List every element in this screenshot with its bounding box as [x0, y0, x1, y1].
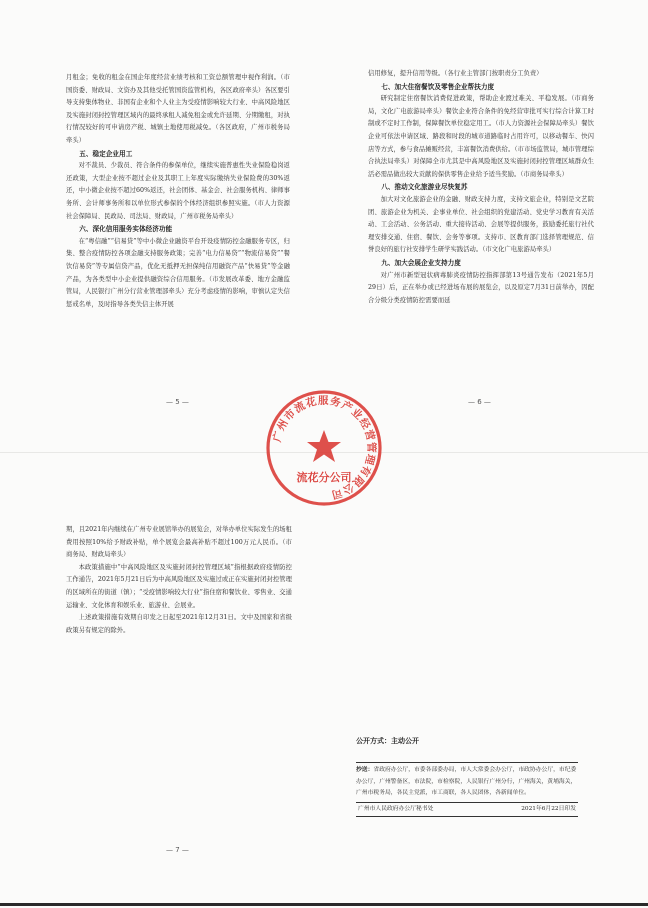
page-number-7: — 7 — [166, 846, 189, 854]
issuer-name: 广州市人民政府办公厅秘书处 [358, 805, 434, 812]
page-6-paragraph-2: 研究制定住宿餐饮消费促进政策，帮助企业渡过难关、平稳发展。（市商务局，文化广电旅游局牵头）餐饮企业符合条件的免经营审批可实行综合计算工时制或不定时工作制，保障餐饮单位稳定用工。（市人力资源社会保障局牵头）餐饮企业可依法申请区域、路段和时段的城市道路临时占用许可，以移动餐车、快闪店等方式，参与食品摊贩经营，丰富餐饮消费供给。（市市场监管局，城市管理综合执法局牵头）对保障全市尤其是中高风险地区及实施封闭封控管理区域群众生活必需品做出较大贡献的保供零售企业给予适当奖励。（市商务局牵头） [368, 95, 594, 178]
cc-distribution-box [356, 762, 578, 817]
cc-label: 抄送： [356, 767, 374, 773]
seal-graphic [262, 386, 386, 510]
seal-star-icon [307, 430, 341, 462]
page-5-paragraph-2: 对不裁员、少裁员、符合条件的参保单位，继续实施普惠性失业保险稳岗返还政策，大型企业按不超过企业及其职工上年度实际缴纳失业保险费的30%返还，中小微企业按不超过60%返还，社会团体、基金会、社会服务机构、律师事务所、会计师事务所和以单位形式参保的个体经济组织参照实施。（市人力资源社会保障局、民政局、司法局、财政局，广州市税务局牵头） [66, 162, 290, 220]
page-5-paragraph-3: 在“粤信融”“信易贷”等中小微企业融资平台开设疫情防控金融服务专区，归集、整合疫情防控各项金融支持服务政策；完善“电力信易贷”“物流信易贷”“餐饮信易贷”等专属信贷产品，优化无抵押无担保纯信用融资产品“快易贷”等金融产品，为各类型中小企业提供融资综合信用服务。（市发展改革委、地方金融监管局，人民银行广州分行营业管理部牵头）充分考虑疫情的影响，审慎认定失信惩戒名单，及时指导各类失信主体开展 [66, 237, 290, 308]
page-5-column [66, 72, 290, 311]
seal-ring-text: 广州市流花服务产业经营管理有限公司 [271, 394, 378, 501]
page-6-paragraph-3: 加大对文化旅游企业的金融、财政支持力度，支持文旅企业，特别是文艺院团、旅游企业为机关、企事业单位、社会组织的党建活动、党史学习教育有关活动、工会活动、公务活动、重大接待活动、会展等提供服务，鼓励委托旅行社代理安排交通、住宿、餐饮、会务等事项。支持市、区教育部门选择管理规范、信誉良好的旅行社安排学生研学实践活动。（市文化广电旅游局牵头） [368, 195, 594, 254]
page-6-column [368, 68, 594, 307]
page-6-paragraph-1: 信用修复，提升信用等级。（各行业主管部门按职责分工负责） [368, 70, 543, 77]
company-seal-stamp [262, 386, 386, 510]
page-7-paragraph-3: 上述政策措施有效期自印发之日起至2021年12月31日。文中及国家和省级政策另有规定的除外。 [66, 614, 292, 634]
issuer-footer [356, 802, 578, 817]
section-8-heading: 八、推动文化旅游业尽快复苏 [381, 183, 468, 192]
disclosure-method: 公开方式：主动公开 [356, 737, 419, 745]
seal-center-text: 流花分公司 [296, 471, 352, 484]
cc-body [356, 763, 578, 802]
issue-date: 2021年6月22日印发 [521, 805, 576, 812]
section-9-heading: 九、加大会展企业支持力度 [381, 258, 461, 267]
section-6-heading: 六、深化信用服务实体经济功能 [79, 225, 173, 234]
page-number-6: — 6 — [468, 398, 491, 406]
page-7-paragraph-1: 期，且2021年内继续在广州专业展馆举办的展览会，对举办单位实际发生的场租费用按照10%给予财政补贴，单个展览会最高补贴不超过100万元人民币。（市商务局、财政局牵头） [66, 526, 292, 559]
section-5-heading: 五、稳定企业用工 [79, 149, 133, 158]
page-7-paragraph-2: 本政策措施中“中高风险地区及实施封闭封控管理区域”指根据政府疫情防控工作通告，2021年5月21日后为中高风险地区及实施过或正在实施封闭封控管理的区域所在的街道（镇）；“受疫情影响较大行业”指住宿和餐饮业、零售业、交通运输业、文化体育和娱乐业、旅游业、会展业。 [66, 563, 292, 609]
page-number-5: — 5 — [166, 398, 189, 406]
scan-bottom-edge [0, 903, 648, 906]
section-7-heading: 七、加大住宿餐饮及零售企业帮扶力度 [381, 82, 495, 91]
page-5-paragraph-1: 月租金；免收的租金在国企年度经营业绩考核和工资总额管理中视作利润。（市国资委、财政局、文资办及其他受托管国资监管机构，各区政府牵头）各区要引导支持集体物业、非国有企业和个人业主为受疫情影响较大行业、中高风险地区及实施封闭封控管理区域内的最终承租人减免租金或允许延期、分期缴租，对执行情况较好的可申请房产税、城镇土地使用税减免。（各区政府，广州市税务局牵头） [66, 74, 290, 144]
page-6-paragraph-4: 对广州市新型冠状病毒肺炎疫情防控指挥部第13号通告发布（2021年5月29日）后，正在举办或已经进场布展的展览会，以及原定7月31日前举办，因配合分级分类疫情防控需要而延 [368, 271, 594, 304]
cc-recipients: 省政府办公厅，市委各部委办局，市人大常委会办公厅，市政协办公厅，市纪委办公厅，广州警备区，市法院，市检察院，人民银行广州分行，广州海关，黄埔海关，广州市税务局，各民主党派，市工商联，各人民团体，各新闻单位。 [356, 767, 577, 796]
page-7-column [66, 524, 292, 637]
